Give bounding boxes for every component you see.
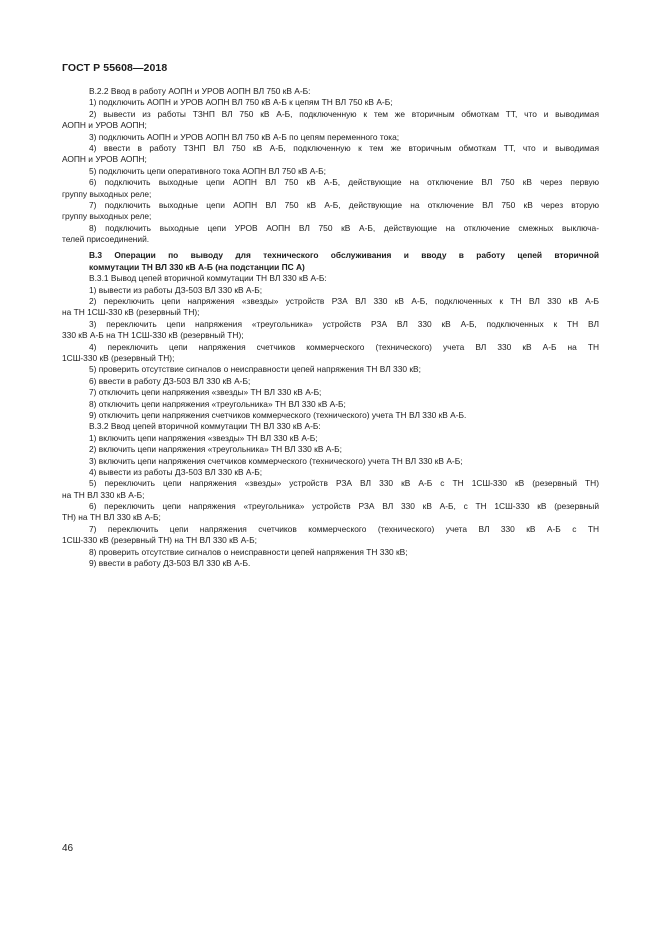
text-line: 1) подключить АОПН и УРОВ АОПН ВЛ 750 кВ А-Б к цепям ТН ВЛ 750 кВ А-Б; xyxy=(89,97,393,108)
text-line: 4) ввести в работу ТЗНП ВЛ 750 кВ А-Б, подключенную к тем же вторичным обмоткам ТТ, что и выводимая xyxy=(89,142,599,153)
text-line: 1СШ-330 кВ (резервный ТН); xyxy=(62,352,175,363)
page-number: 46 xyxy=(62,843,74,854)
text-line: 6) переключить цепи напряжения «треугольника» устройств РЗА ВЛ 330 кВ А-Б, с ТН 1СШ-330 кВ (резервный xyxy=(89,501,599,512)
text-line: 8) отключить цепи напряжения «треугольника» ТН ВЛ 330 кВ А-Б; xyxy=(89,398,346,409)
text-line: на ТН 1СШ-330 кВ (резервный ТН); xyxy=(62,307,200,318)
text-line: 1) включить цепи напряжения «звезды» ТН ВЛ 330 кВ А-Б; xyxy=(89,432,318,443)
text-line: В.3.1 Вывод цепей вторичной коммутации ТН ВЛ 330 кВ А-Б: xyxy=(89,273,327,284)
text-line: АОПН и УРОВ АОПН; xyxy=(62,120,147,131)
text-line: 3) включить цепи напряжения счетчиков коммерческого (технического) учета ТН ВЛ 330 кВ А-Б; xyxy=(89,455,463,466)
text-line: 7) подключить выходные цепи АОПН ВЛ 750 кВ А-Б, действующие на отключение ВЛ 750 кВ через вторую xyxy=(89,199,599,210)
section-b-2-2 xyxy=(62,86,599,245)
text-line: 6) ввести в работу ДЗ-503 ВЛ 330 кВ А-Б; xyxy=(89,375,251,386)
text-line: В.3.2 Ввод цепей вторичной коммутации ТН ВЛ 330 кВ А-Б: xyxy=(89,421,321,432)
text-line: на ТН ВЛ 330 кВ А-Б; xyxy=(62,489,145,500)
text-line: 8) проверить отсутствие сигналов о неисправности цепей напряжения ТН 330 кВ; xyxy=(89,546,408,557)
section-b-3 xyxy=(62,273,599,569)
text-line: АОПН и УРОВ АОПН; xyxy=(62,154,147,165)
text-line: 3) подключить АОПН и УРОВ АОПН ВЛ 750 кВ А-Б по цепям переменного тока; xyxy=(89,131,400,142)
section-b-3-heading xyxy=(62,250,599,273)
section-heading-line: коммутации ТН ВЛ 330 кВ А-Б (на подстанции ПС А) xyxy=(89,261,305,272)
text-line: 5) переключить цепи напряжения «звезды» устройств РЗА ВЛ 330 кВ А-Б с ТН 1СШ-330 кВ (резервный ТН) xyxy=(89,478,599,489)
text-line: 3) переключить цепи напряжения «треугольника» устройств РЗА ВЛ 330 кВ А-Б, подключенных к ТН ВЛ xyxy=(89,318,599,329)
document-body xyxy=(62,86,599,569)
section-heading-line: В.3 Операции по выводу для технического обслуживания и вводу в работу цепей вторичной xyxy=(89,250,599,261)
text-line: 8) подключить выходные цепи УРОВ АОПН ВЛ 750 кВ А-Б, действующие на отключение смежных выключа- xyxy=(89,222,599,233)
text-line: В.2.2 Ввод в работу АОПН и УРОВ АОПН ВЛ 750 кВ А-Б: xyxy=(89,86,311,96)
text-line: 7) отключить цепи напряжения «звезды» ТН ВЛ 330 кВ А-Б; xyxy=(89,387,322,398)
text-line: 330 кВ А-Б на ТН 1СШ-330 кВ (резервный ТН); xyxy=(62,330,244,341)
text-line: 1СШ-330 кВ (резервный ТН) на ТН ВЛ 330 кВ А-Б; xyxy=(62,535,257,546)
text-line: 2) переключить цепи напряжения «звезды» устройств РЗА ВЛ 330 кВ А-Б, подключенных к ТН ВЛ 330 кВ А-Б xyxy=(89,296,599,307)
text-line: 6) подключить выходные цепи АОПН ВЛ 750 кВ А-Б, действующие на отключение ВЛ 750 кВ через первую xyxy=(89,177,599,188)
text-line: ТН) на ТН ВЛ 330 кВ А-Б; xyxy=(62,512,161,523)
text-line: группу выходных реле; xyxy=(62,188,152,199)
text-line: 7) переключить цепи напряжения счетчиков коммерческого (технического) учета ВЛ 330 кВ А-Б с ТН xyxy=(89,523,599,534)
text-line: 2) вывести из работы ТЗНП ВЛ 750 кВ А-Б, подключенную к тем же вторичным обмоткам ТТ, что и выводимая xyxy=(89,108,599,119)
text-line: 9) отключить цепи напряжения счетчиков коммерческого (технического) учета ТН ВЛ 330 кВ А-Б. xyxy=(89,409,467,420)
text-line: 5) подключить цепи оперативного тока АОПН ВЛ 750 кВ А-Б; xyxy=(89,165,326,176)
text-line: 5) проверить отсутствие сигналов о неисправности цепей напряжения ТН ВЛ 330 кВ; xyxy=(89,364,421,375)
text-line: телей присоединений. xyxy=(62,234,150,245)
text-line: 4) переключить цепи напряжения счетчиков коммерческого (технического) учета ВЛ 330 кВ А-Б на ТН xyxy=(89,341,599,352)
text-line: 2) включить цепи напряжения «треугольника» ТН ВЛ 330 кВ А-Б; xyxy=(89,444,342,455)
text-line: 9) ввести в работу ДЗ-503 ВЛ 330 кВ А-Б. xyxy=(89,558,251,569)
text-line: группу выходных реле; xyxy=(62,211,152,222)
text-line: 1) вывести из работы ДЗ-503 ВЛ 330 кВ А-Б; xyxy=(89,284,263,295)
text-line: 4) вывести из работы ДЗ-503 ВЛ 330 кВ А-Б; xyxy=(89,466,263,477)
standard-designation: ГОСТ Р 55608—2018 xyxy=(62,62,168,74)
